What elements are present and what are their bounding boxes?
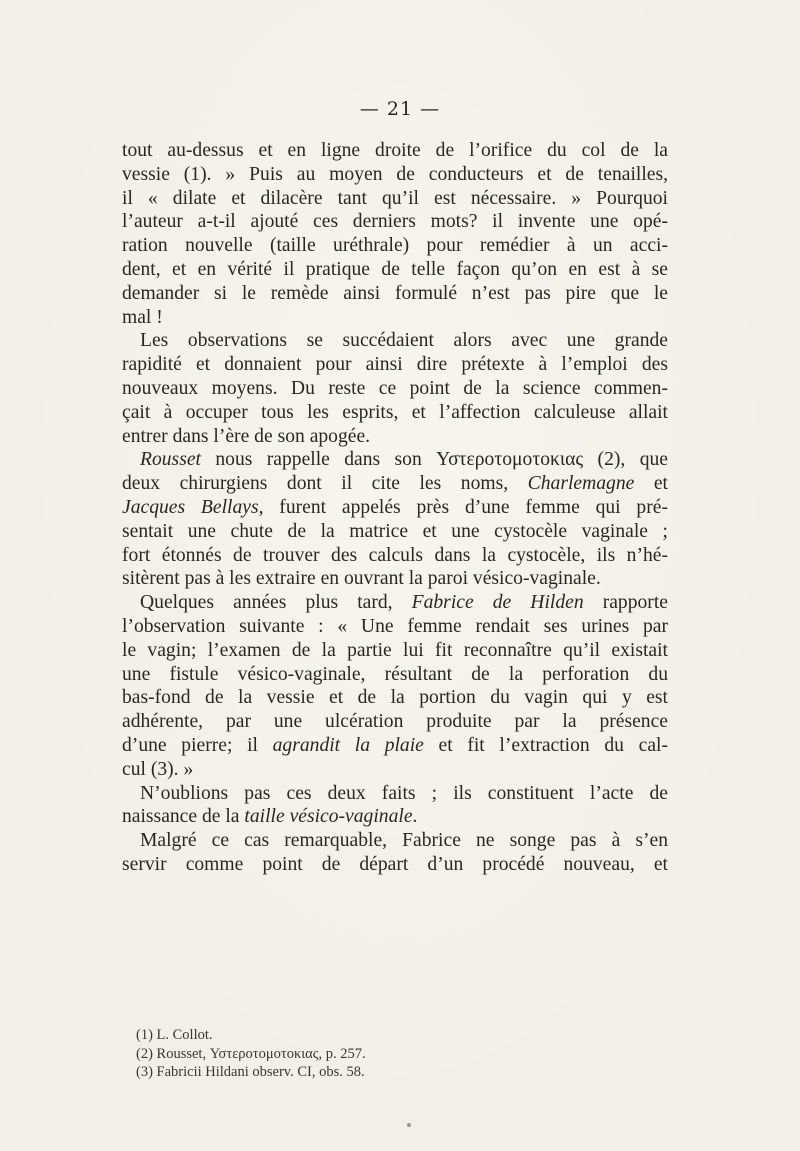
text-line: l’observation suivante : « Une femme rendait ses urines par (122, 615, 668, 637)
text-line: deux chirurgiens dont il cite les noms, Charlemagne et (122, 473, 668, 495)
text-line: entrer dans l’ère de son apogée. (122, 425, 371, 447)
text-line: Rousset nous rappelle dans son Υστεροτομοτοκιας (2), que (140, 449, 668, 471)
text-line: il « dilate et dilacère tant qu’il est nécessaire. » Pourquoi (122, 187, 668, 209)
text-line: une fistule vésico-vaginale, résultant de la perforation du (122, 663, 668, 685)
text-line: Malgré ce cas remarquable, Fabrice ne songe pas à s’en (140, 830, 668, 852)
footnotes (136, 1026, 656, 1082)
paragraph-2 (122, 329, 668, 448)
paragraph-3 (122, 448, 668, 591)
text-line: dent, et en vérité il pratique de telle façon qu’on en est à se (122, 258, 668, 280)
text-line: adhérente, par une ulcération produite par la présence (122, 711, 668, 733)
text-line: d’une pierre; il agrandit la plaie et fit l’extraction du cal- (122, 734, 669, 756)
text-line: rapidité et donnaient pour ainsi dire prétexte à l’emploi des (122, 354, 668, 376)
text-line: servir comme point de départ d’un procédé nouveau, et (122, 853, 668, 875)
text-line: sentait une chute de la matrice et une cystocèle vaginale ; (122, 520, 668, 542)
text-line: N’oublions pas ces deux faits ; ils constituent l’acte de (140, 782, 668, 804)
page-number: — 21 — (359, 98, 441, 120)
text-line: Quelques années plus tard, Fabrice de Hilden rapporte (140, 592, 668, 614)
footnote-2: (2) Rousset, Υστεροτομοτοκιας, p. 257. (136, 1045, 366, 1062)
text-line: demander si le remède ainsi formulé n’est pas pire que le (122, 282, 668, 304)
text-line: tout au-dessus et en ligne droite de l’orifice du col de la (122, 140, 668, 161)
text-line: nouveaux moyens. Du reste ce point de la science commen- (122, 377, 668, 399)
footnote-1: (1) L. Collot. (136, 1027, 213, 1043)
paragraph-6 (122, 829, 668, 877)
footnote-3: (3) Fabricii Hildani observ. CI, obs. 58. (136, 1064, 365, 1080)
text-line: bas-fond de la vessie et de la portion du vagin qui y est (122, 687, 668, 709)
paragraph-1 (122, 139, 668, 329)
paragraph-5 (122, 782, 668, 830)
text-line: le vagin; l’examen de la partie lui fit reconnaître qu’il existait (122, 639, 668, 661)
paragraph-4 (122, 591, 668, 781)
text-line: fort étonnés de trouver des calculs dans la cystocèle, ils n’hé- (122, 544, 668, 566)
text-line: çait à occuper tous les esprits, et l’affection calculeuse allait (122, 401, 668, 423)
text-line: vessie (1). » Puis au moyen de conducteurs et de tenailles, (122, 163, 668, 185)
text-line: cul (3). » (122, 758, 194, 780)
text-line: mal ! (122, 306, 163, 328)
text-line: l’auteur a-t-il ajouté ces derniers mots? il invente une opé- (122, 211, 668, 233)
ink-speck (407, 1123, 411, 1127)
text-line: Les observations se succédaient alors avec une grande (140, 330, 668, 352)
text-line: naissance de la taille vésico-vaginale. (122, 806, 418, 828)
text-line: sitèrent pas à les extraire en ouvrant la paroi vésico-vaginale. (122, 568, 601, 590)
body-text (122, 139, 668, 877)
text-line: ration nouvelle (taille uréthrale) pour remédier à un acci- (122, 235, 668, 257)
text-line: Jacques Bellays, furent appelés près d’une femme qui pré- (122, 496, 668, 518)
